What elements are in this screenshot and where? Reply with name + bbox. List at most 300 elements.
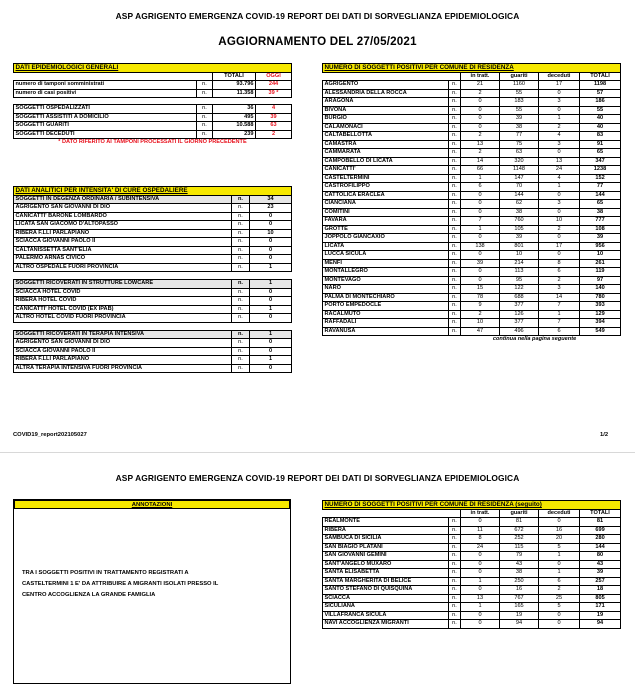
col-totali: TOTALI (580, 509, 621, 518)
hospital-group-header (14, 195, 292, 204)
page1-subtitle: AGGIORNAMENTO DEL 27/05/2021 (218, 35, 417, 48)
in-treatment-value: 0 (461, 569, 500, 578)
general-row-label: SOGGETTI ASSISTITI A DOMICILIO (14, 113, 197, 122)
general-row-today: 39 * (256, 89, 292, 98)
unit-label: n. (232, 246, 250, 255)
total-value: 699 (580, 526, 621, 535)
municipality-name: BIVONA (323, 106, 449, 115)
general-row (14, 105, 292, 114)
hospital-value: 0 (250, 221, 292, 230)
total-value: 257 (580, 577, 621, 586)
recovered-value: 105 (500, 225, 539, 234)
col-guariti: guariti (500, 509, 539, 518)
hospital-value: 1 (250, 305, 292, 314)
deceased-value: 8 (539, 259, 580, 268)
unit-label: n. (449, 174, 461, 183)
general-data-table (13, 63, 292, 147)
unit-label: n. (449, 208, 461, 217)
unit-label: n. (449, 132, 461, 141)
unit-label: n. (449, 310, 461, 319)
recovered-value: 55 (500, 89, 539, 98)
unit-label: n. (449, 577, 461, 586)
hospital-name: SCIACCA GIOVANNI PAOLO II (14, 347, 232, 356)
annotations-box (13, 499, 291, 684)
deceased-value: 3 (539, 98, 580, 107)
municipality-row (323, 560, 621, 569)
hospital-row (14, 347, 292, 356)
general-row (14, 81, 292, 90)
municipality-name: SAN GIOVANNI GEMINI (323, 552, 449, 561)
deceased-value: 2 (539, 225, 580, 234)
hospital-name: LICATA SAN GIACOMO D'ALTOPASSO (14, 221, 232, 230)
total-value: 261 (580, 259, 621, 268)
municipality-name: FAVARA (323, 217, 449, 226)
recovered-value: 496 (500, 327, 539, 336)
general-row-label: numero di casi positivi (14, 89, 197, 98)
hospital-row (14, 305, 292, 314)
hospital-group-label: SOGGETTI RICOVERATI IN TERAPIA INTENSIVA (14, 330, 232, 339)
unit-label: n. (449, 106, 461, 115)
recovered-value: 801 (500, 242, 539, 251)
annotations-title: ANNOTAZIONI (14, 500, 290, 509)
unit-label: n. (197, 130, 213, 139)
municipality-name: GROTTE (323, 225, 449, 234)
col-in-tratt: in tratt. (461, 72, 500, 81)
municipal-block-p2 (322, 500, 620, 629)
in-treatment-value: 24 (461, 543, 500, 552)
general-row (14, 130, 292, 139)
deceased-value: 4 (539, 174, 580, 183)
hospital-value: 0 (250, 255, 292, 264)
hospital-row (14, 212, 292, 221)
total-value: 805 (580, 594, 621, 603)
total-value: 65 (580, 200, 621, 209)
unit-label: n. (197, 89, 213, 98)
deceased-value: 17 (539, 81, 580, 90)
unit-label: n. (449, 242, 461, 251)
municipality-name: LICATA (323, 242, 449, 251)
in-treatment-value: 1 (461, 577, 500, 586)
total-value: 40 (580, 123, 621, 132)
deceased-value: 14 (539, 293, 580, 302)
unit-label: n. (449, 518, 461, 527)
unit-label: n. (449, 594, 461, 603)
in-treatment-value: 21 (461, 81, 500, 90)
municipality-name: JOPPOLO GIANCAXIO (323, 234, 449, 243)
general-row-total: 11.358 (213, 89, 256, 98)
unit-label: n. (232, 280, 250, 289)
general-row (14, 113, 292, 122)
total-value: 129 (580, 310, 621, 319)
municipality-name: REALMONTE (323, 518, 449, 527)
hospital-row (14, 314, 292, 323)
municipality-row (323, 603, 621, 612)
municipality-name: RAVANUSA (323, 327, 449, 336)
in-treatment-value: 47 (461, 327, 500, 336)
in-treatment-value: 15 (461, 285, 500, 294)
unit-label: n. (232, 263, 250, 272)
total-value: 19 (580, 611, 621, 620)
unit-label: n. (449, 217, 461, 226)
general-row-total: 495 (213, 113, 256, 122)
municipality-row (323, 327, 621, 336)
total-value: 83 (580, 132, 621, 141)
deceased-value: 1 (539, 183, 580, 192)
municipal-table-p2 (322, 500, 621, 629)
recovered-value: 144 (500, 191, 539, 200)
unit-label: n. (232, 229, 250, 238)
hospital-group-total: 1 (250, 280, 292, 289)
municipality-name: SANTO STEFANO DI QUISQUINA (323, 586, 449, 595)
recovered-value: 79 (500, 552, 539, 561)
hospital-name: PALERMO ARNAS CIVICO (14, 255, 232, 264)
recovered-value: 688 (500, 293, 539, 302)
municipality-row (323, 81, 621, 90)
total-value: 40 (580, 115, 621, 124)
total-value: 777 (580, 217, 621, 226)
hospital-name: CALTANISSETTA SANT'ELIA (14, 246, 232, 255)
recovered-value: 115 (500, 543, 539, 552)
municipal-title-p2: NUMERO DI SOGGETTI POSITIVI PER COMUNE DI RESIDENZA (seguito) (323, 501, 621, 510)
hospital-table (13, 186, 292, 373)
unit-label: n. (449, 276, 461, 285)
hospital-row (14, 288, 292, 297)
municipality-name: ARAGONA (323, 98, 449, 107)
municipality-name: MONTALLEGRO (323, 268, 449, 277)
recovered-value: 1160 (500, 81, 539, 90)
total-value: 1198 (580, 81, 621, 90)
total-value: 10 (580, 251, 621, 260)
municipality-name: LUCCA SICULA (323, 251, 449, 260)
in-treatment-value: 2 (461, 310, 500, 319)
unit-label: n. (197, 113, 213, 122)
recovered-value: 672 (500, 526, 539, 535)
hospital-row (14, 229, 292, 238)
unit-label: n. (449, 552, 461, 561)
deceased-value: 6 (539, 577, 580, 586)
deceased-value: 25 (539, 594, 580, 603)
total-value: 393 (580, 302, 621, 311)
col-in-tratt: in tratt. (461, 509, 500, 518)
hospital-value: 0 (250, 288, 292, 297)
deceased-value: 0 (539, 611, 580, 620)
deceased-value: 2 (539, 276, 580, 285)
municipality-row (323, 259, 621, 268)
in-treatment-value: 1 (461, 225, 500, 234)
municipality-row (323, 293, 621, 302)
deceased-value: 0 (539, 518, 580, 527)
in-treatment-value: 0 (461, 518, 500, 527)
municipal-title-p1: NUMERO DI SOGGETTI POSITIVI PER COMUNE DI RESIDENZA (323, 64, 621, 73)
unit-label: n. (232, 221, 250, 230)
municipality-row (323, 535, 621, 544)
unit-label: n. (449, 620, 461, 629)
recovered-value: 81 (500, 518, 539, 527)
total-value: 347 (580, 157, 621, 166)
recovered-value: 62 (500, 200, 539, 209)
municipality-row (323, 594, 621, 603)
general-row-label: SOGGETTI DECEDUTI (14, 130, 197, 139)
total-value: 956 (580, 242, 621, 251)
municipality-name: PORTO EMPEDOCLE (323, 302, 449, 311)
municipality-row (323, 268, 621, 277)
municipality-name: SAMBUCA DI SICILIA (323, 535, 449, 544)
municipality-name: VILLAFRANCA SICULA (323, 611, 449, 620)
recovered-value: 39 (500, 234, 539, 243)
in-treatment-value: 7 (461, 217, 500, 226)
municipality-name: RAFFADALI (323, 319, 449, 328)
deceased-value: 0 (539, 251, 580, 260)
municipality-row (323, 276, 621, 285)
deceased-value: 1 (539, 552, 580, 561)
deceased-value: 0 (539, 149, 580, 158)
deceased-value: 3 (539, 200, 580, 209)
municipality-row (323, 242, 621, 251)
deceased-value: 3 (539, 285, 580, 294)
deceased-value: 1 (539, 569, 580, 578)
hospital-name: RIBERA F.LLI PARLAPIANO (14, 356, 232, 365)
unit-label: n. (449, 302, 461, 311)
page-separator (0, 452, 635, 453)
hospital-name: SCIACCA HOTEL COVID (14, 288, 232, 297)
hospital-value: 0 (250, 238, 292, 247)
municipality-name: CAMMARATA (323, 149, 449, 158)
total-value: 549 (580, 327, 621, 336)
total-value: 140 (580, 285, 621, 294)
municipality-row (323, 577, 621, 586)
municipality-name: MENFI (323, 259, 449, 268)
hospital-block (13, 186, 291, 373)
municipality-row (323, 620, 621, 629)
recovered-value: 19 (500, 611, 539, 620)
annotation-line: CENTRO ACCOGLIENZA LA GRANDE FAMIGLIA (22, 592, 156, 598)
deceased-value: 0 (539, 208, 580, 217)
col-totali: TOTALI (580, 72, 621, 81)
general-row-today: 39 (256, 113, 292, 122)
municipality-row (323, 132, 621, 141)
deceased-value: 0 (539, 620, 580, 629)
recovered-value: 165 (500, 603, 539, 612)
unit-label: n. (449, 166, 461, 175)
general-row-total: 239 (213, 130, 256, 139)
municipality-row (323, 319, 621, 328)
deceased-value: 0 (539, 191, 580, 200)
municipality-row (323, 183, 621, 192)
municipality-name: CANICATTI' (323, 166, 449, 175)
annotation-line: CASTELTERMINI 1 E' DA ATTRIBUIRE A MIGRANTI ISOLATI PRESSO IL (22, 581, 219, 587)
general-row-today: 63 (256, 122, 292, 131)
recovered-value: 10 (500, 251, 539, 260)
unit-label: n. (449, 191, 461, 200)
unit-label: n. (449, 157, 461, 166)
deceased-value: 13 (539, 157, 580, 166)
hospital-name: RIBERA HOTEL COVID (14, 297, 232, 306)
in-treatment-value: 0 (461, 191, 500, 200)
unit-label: n. (449, 526, 461, 535)
in-treatment-value: 78 (461, 293, 500, 302)
recovered-value: 320 (500, 157, 539, 166)
recovered-value: 95 (500, 276, 539, 285)
general-row-today: 2 (256, 130, 292, 139)
hospital-row (14, 246, 292, 255)
hospital-value: 0 (250, 212, 292, 221)
total-value: 186 (580, 98, 621, 107)
recovered-value: 183 (500, 98, 539, 107)
recovered-value: 16 (500, 586, 539, 595)
municipality-row (323, 543, 621, 552)
total-value: 97 (580, 276, 621, 285)
total-value: 77 (580, 183, 621, 192)
recovered-value: 1148 (500, 166, 539, 175)
deceased-value: 20 (539, 535, 580, 544)
in-treatment-value: 10 (461, 319, 500, 328)
unit-label: n. (232, 297, 250, 306)
total-value: 280 (580, 535, 621, 544)
unit-label: n. (197, 81, 213, 90)
deceased-value: 24 (539, 166, 580, 175)
unit-label: n. (232, 314, 250, 323)
recovered-value: 38 (500, 208, 539, 217)
unit-label: n. (449, 98, 461, 107)
hospital-name: AGRIGENTO SAN GIOVANNI DI DIO (14, 339, 232, 348)
municipality-name: SAN BIAGIO PLATANI (323, 543, 449, 552)
unit-label: n. (449, 123, 461, 132)
hospital-value: 0 (250, 347, 292, 356)
unit-label: n. (449, 293, 461, 302)
total-value: 108 (580, 225, 621, 234)
recovered-value: 77 (500, 132, 539, 141)
total-value: 119 (580, 268, 621, 277)
recovered-value: 214 (500, 259, 539, 268)
unit-label: n. (449, 285, 461, 294)
unit-label: n. (449, 560, 461, 569)
total-value: 39 (580, 234, 621, 243)
total-value: 81 (580, 518, 621, 527)
recovered-value: 377 (500, 319, 539, 328)
municipality-row (323, 149, 621, 158)
col-guariti: guariti (500, 72, 539, 81)
in-treatment-value: 39 (461, 259, 500, 268)
hospital-row (14, 356, 292, 365)
recovered-value: 147 (500, 174, 539, 183)
municipality-row (323, 302, 621, 311)
recovered-value: 75 (500, 140, 539, 149)
in-treatment-value: 0 (461, 586, 500, 595)
municipality-name: SANTA ELISABETTA (323, 569, 449, 578)
municipality-name: CATTOLICA ERACLEA (323, 191, 449, 200)
in-treatment-value: 1 (461, 174, 500, 183)
municipality-row (323, 98, 621, 107)
recovered-value: 94 (500, 620, 539, 629)
recovered-value: 122 (500, 285, 539, 294)
unit-label: n. (449, 268, 461, 277)
municipality-row (323, 611, 621, 620)
unit-label: n. (197, 105, 213, 114)
municipal-table-p1 (322, 63, 621, 344)
unit-label: n. (232, 204, 250, 213)
unit-label: n. (232, 347, 250, 356)
hospital-name: ALTRO HOTEL COVID FUORI PROVINCIA (14, 314, 232, 323)
footer-left: COVID19_report202105027 (13, 432, 87, 438)
recovered-value: 38 (500, 569, 539, 578)
in-treatment-value: 0 (461, 200, 500, 209)
total-value: 152 (580, 174, 621, 183)
unit-label: n. (449, 319, 461, 328)
unit-label: n. (449, 611, 461, 620)
municipality-name: CAMASTRA (323, 140, 449, 149)
deceased-value: 6 (539, 268, 580, 277)
hospital-name: ALTRO OSPEDALE FUORI PROVINCIA (14, 263, 232, 272)
in-treatment-value: 0 (461, 251, 500, 260)
municipality-name: PALMA DI MONTECHIARO (323, 293, 449, 302)
municipality-name: AGRIGENTO (323, 81, 449, 90)
in-treatment-value: 1 (461, 603, 500, 612)
total-value: 39 (580, 569, 621, 578)
hospital-group-header (14, 330, 292, 339)
hospital-value: 0 (250, 314, 292, 323)
municipality-row (323, 174, 621, 183)
municipality-name: SANTA MARGHERITA DI BELICE (323, 577, 449, 586)
municipality-row (323, 569, 621, 578)
municipality-name: NARO (323, 285, 449, 294)
municipal-block-p1 (322, 63, 620, 344)
hospital-group-total: 1 (250, 330, 292, 339)
hospital-value: 0 (250, 364, 292, 373)
unit-label: n. (449, 81, 461, 90)
recovered-value: 39 (500, 115, 539, 124)
hospital-value: 0 (250, 246, 292, 255)
municipality-row (323, 89, 621, 98)
municipality-row (323, 285, 621, 294)
col-totali: TOTALI (213, 72, 256, 81)
deceased-value: 2 (539, 586, 580, 595)
hospital-name: RIBERA F.LLI PARLAPIANO (14, 229, 232, 238)
municipality-row (323, 251, 621, 260)
municipality-name: CASTROFILIPPO (323, 183, 449, 192)
recovered-value: 113 (500, 268, 539, 277)
deceased-value: 0 (539, 234, 580, 243)
general-row-label: SOGGETTI GUARITI (14, 122, 197, 131)
hospital-row (14, 297, 292, 306)
unit-label: n. (232, 330, 250, 339)
deceased-value: 10 (539, 217, 580, 226)
municipality-row (323, 526, 621, 535)
annotation-line: TRA I SOGGETTI POSITIVI IN TRATTAMENTO REGISTRATI A (22, 570, 189, 576)
total-value: 144 (580, 543, 621, 552)
total-value: 57 (580, 89, 621, 98)
total-value: 171 (580, 603, 621, 612)
unit-label: n. (449, 183, 461, 192)
continua-note: continua nella pagina seguente (492, 336, 577, 343)
municipality-row (323, 157, 621, 166)
recovered-value: 760 (500, 217, 539, 226)
hospital-name: CANICATTI' BARONE LOMBARDO (14, 212, 232, 221)
in-treatment-value: 0 (461, 560, 500, 569)
in-treatment-value: 13 (461, 594, 500, 603)
municipality-name: BURGIO (323, 115, 449, 124)
recovered-value: 767 (500, 594, 539, 603)
municipality-name: ALESSANDRIA DELLA ROCCA (323, 89, 449, 98)
in-treatment-value: 66 (461, 166, 500, 175)
in-treatment-value: 138 (461, 242, 500, 251)
total-value: 18 (580, 586, 621, 595)
in-treatment-value: 0 (461, 106, 500, 115)
municipality-name: RIBERA (323, 526, 449, 535)
unit-label: n. (449, 603, 461, 612)
general-row-total: 93.796 (213, 81, 256, 90)
municipality-row (323, 200, 621, 209)
unit-label: n. (449, 535, 461, 544)
